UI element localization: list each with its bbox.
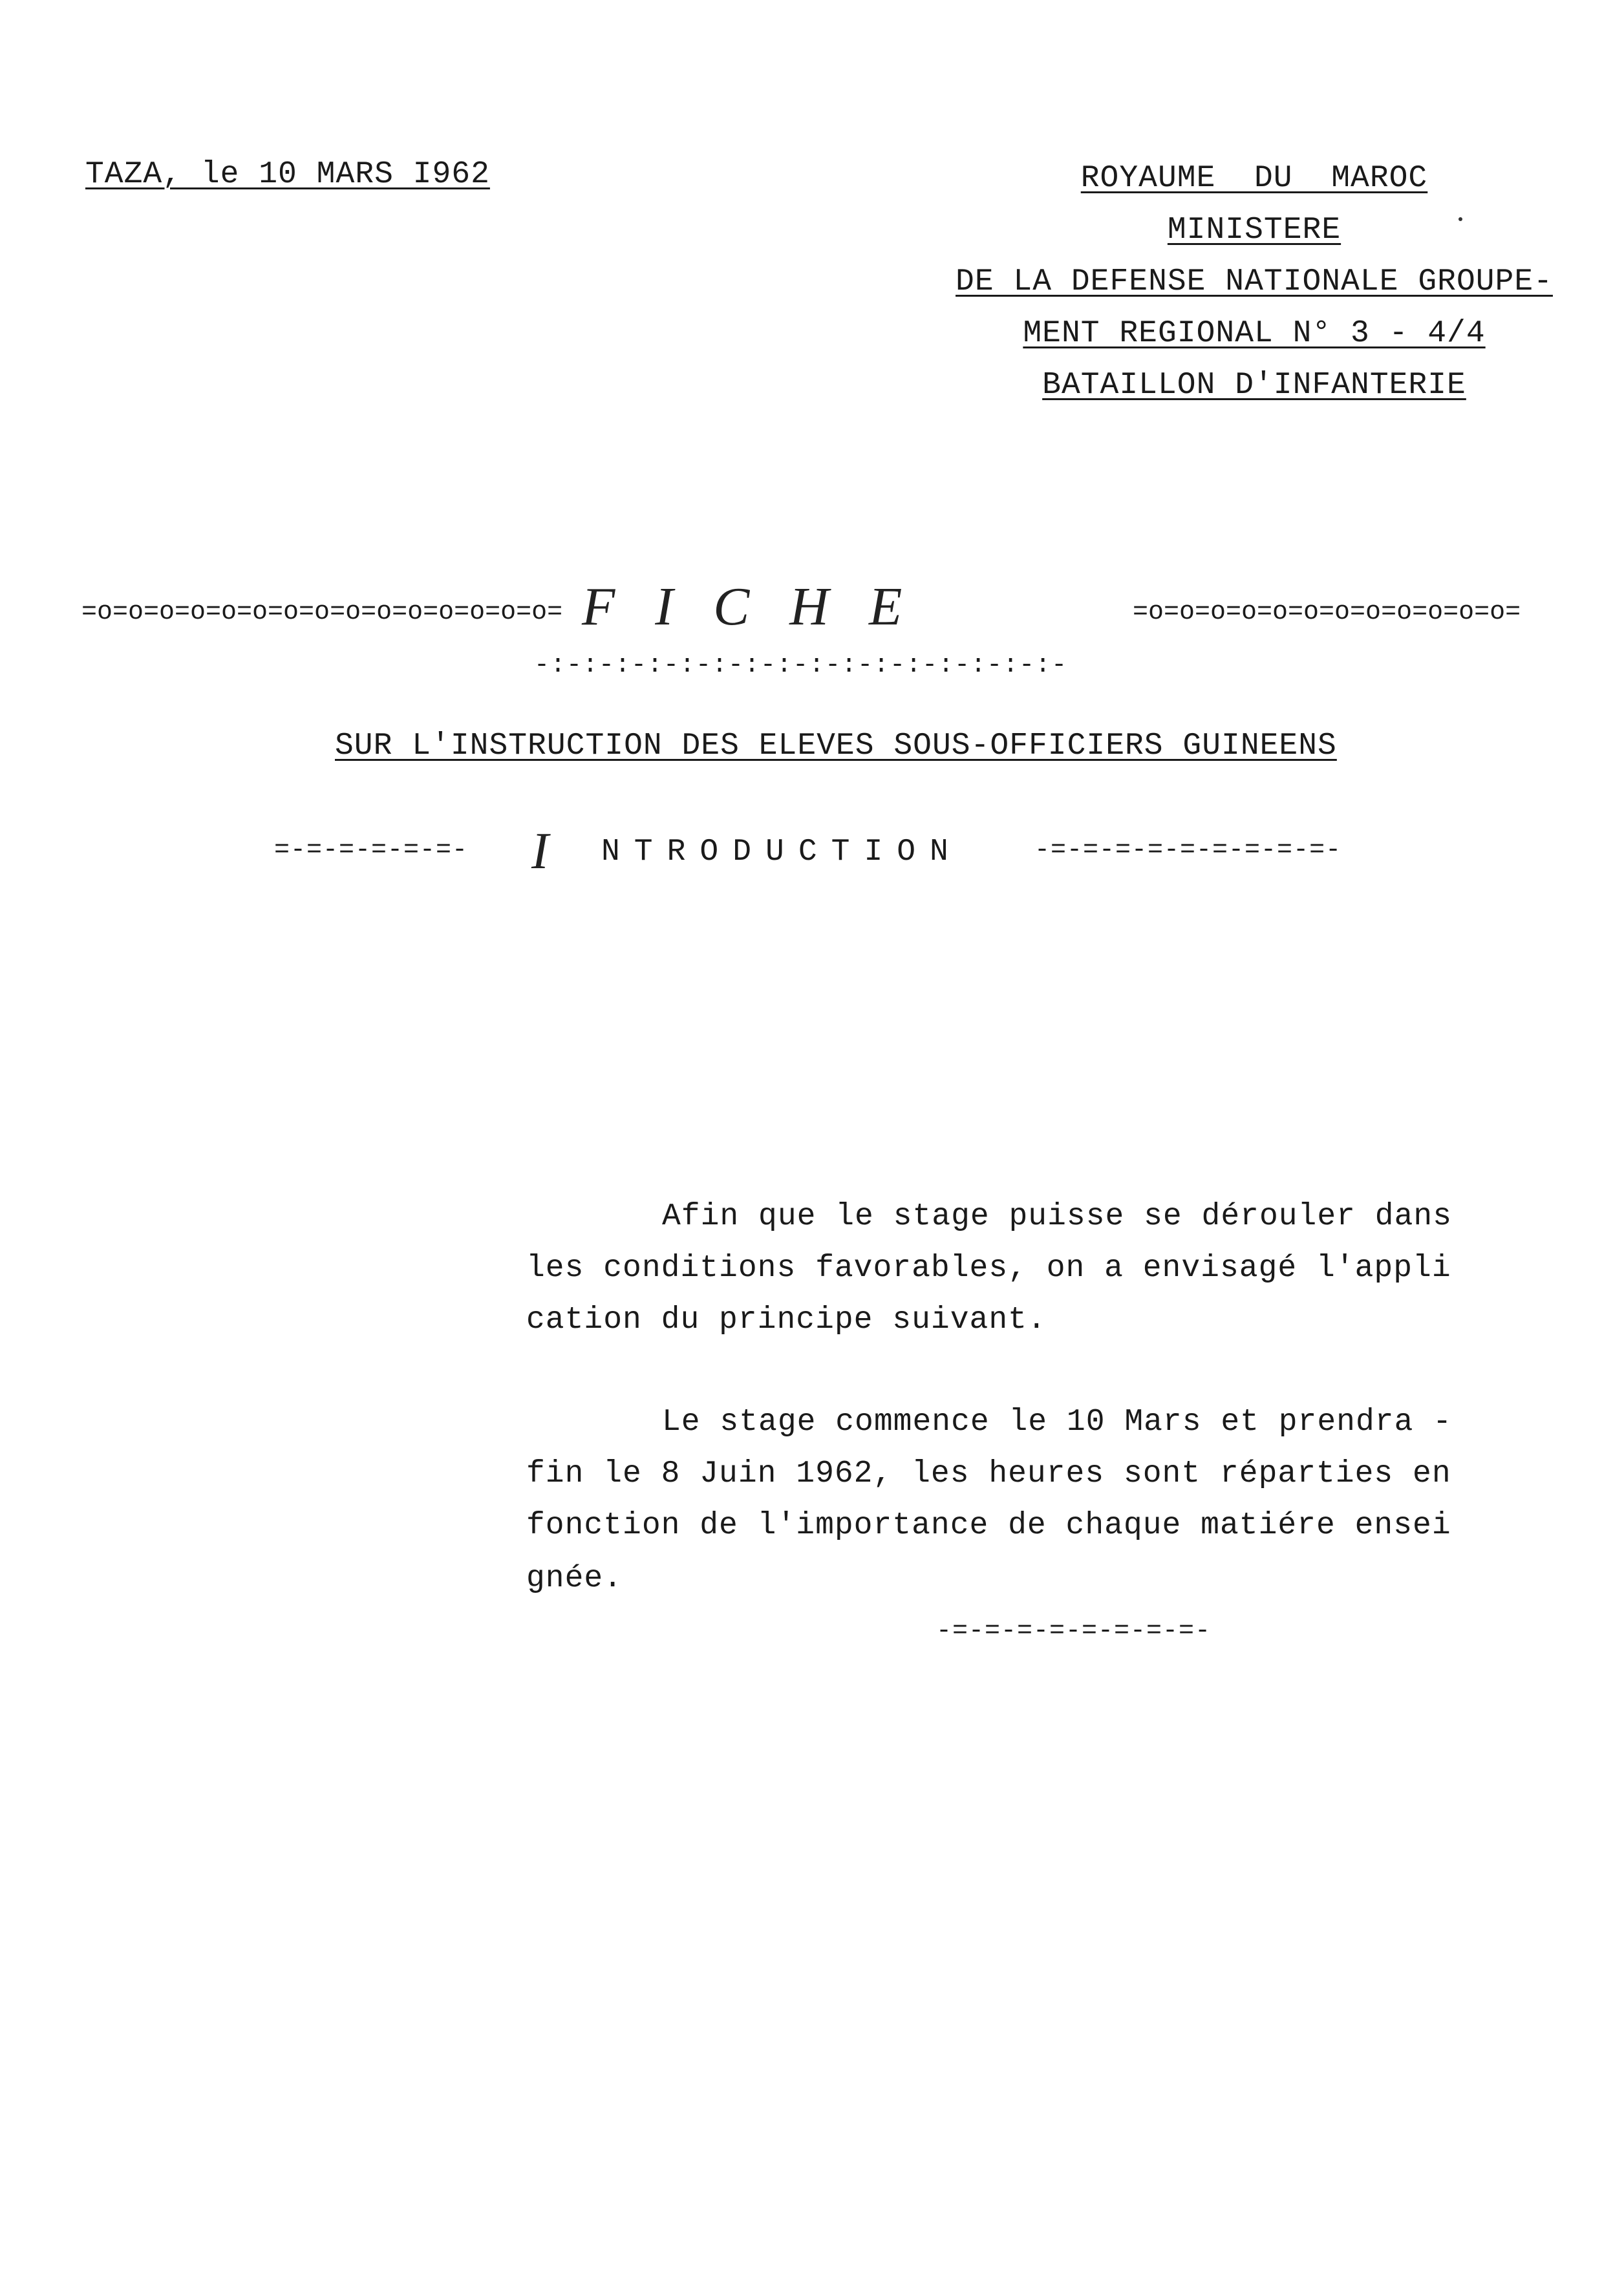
paragraph-2-line-3: fonction de l'importance de chaque matiére ensei — [526, 1508, 1451, 1543]
header-ministry: MINISTERE — [1167, 213, 1341, 248]
paragraph-1-line-3: cation du principe suivant. — [526, 1303, 1047, 1337]
paragraph-1-line-2: les conditions favorables, on a envisagé l'appli — [526, 1251, 1451, 1286]
header-battalion: BATAILLON D'INFANTERIE — [1042, 368, 1466, 403]
paragraph-1-line-1: Afin que le stage puisse se dérouler dans — [662, 1199, 1452, 1234]
header-kingdom: ROYAUME DU MAROC — [1080, 161, 1428, 196]
paragraph-2-line-4: gnée. — [526, 1561, 623, 1596]
header-defense: DE LA DEFENSE NATIONALE GROUPE- — [956, 264, 1553, 299]
paragraph-2-line-2: fin le 8 Juin 1962, les heures sont réparties en — [526, 1456, 1451, 1491]
document-date: TAZA, le 10 MARS I962 — [85, 157, 490, 192]
title-ornament-right: =o=o=o=o=o=o=o=o=o=o=o=o= — [1133, 598, 1521, 627]
title-ornament-under: -:-:-:-:-:-:-:-:-:-:-:-:-:-:-:-:- — [534, 651, 1068, 680]
paragraph-2-line-1: Le stage commence le 10 Mars et prendra - — [662, 1405, 1452, 1440]
end-ornament: -=-=-=-=-=-=-=-=- — [936, 1617, 1212, 1646]
intro-ornament-right: -=-=-=-=-=-=-=-=-=- — [1034, 836, 1342, 865]
header-grouping: MENT REGIONAL N° 3 - 4/4 — [1023, 316, 1486, 351]
ink-speck — [1458, 217, 1462, 221]
title-ornament-left: =o=o=o=o=o=o=o=o=o=o=o=o=o=o=o= — [81, 598, 563, 627]
document-subject: SUR L'INSTRUCTION DES ELEVES SOUS-OFFICIERS GUINEENS — [335, 729, 1337, 763]
document-title: FICHE — [582, 577, 943, 637]
intro-heading: NTRODUCTION — [601, 835, 963, 869]
intro-ornament-left: =-=-=-=-=-=- — [274, 836, 469, 865]
intro-initial: I — [531, 823, 549, 880]
